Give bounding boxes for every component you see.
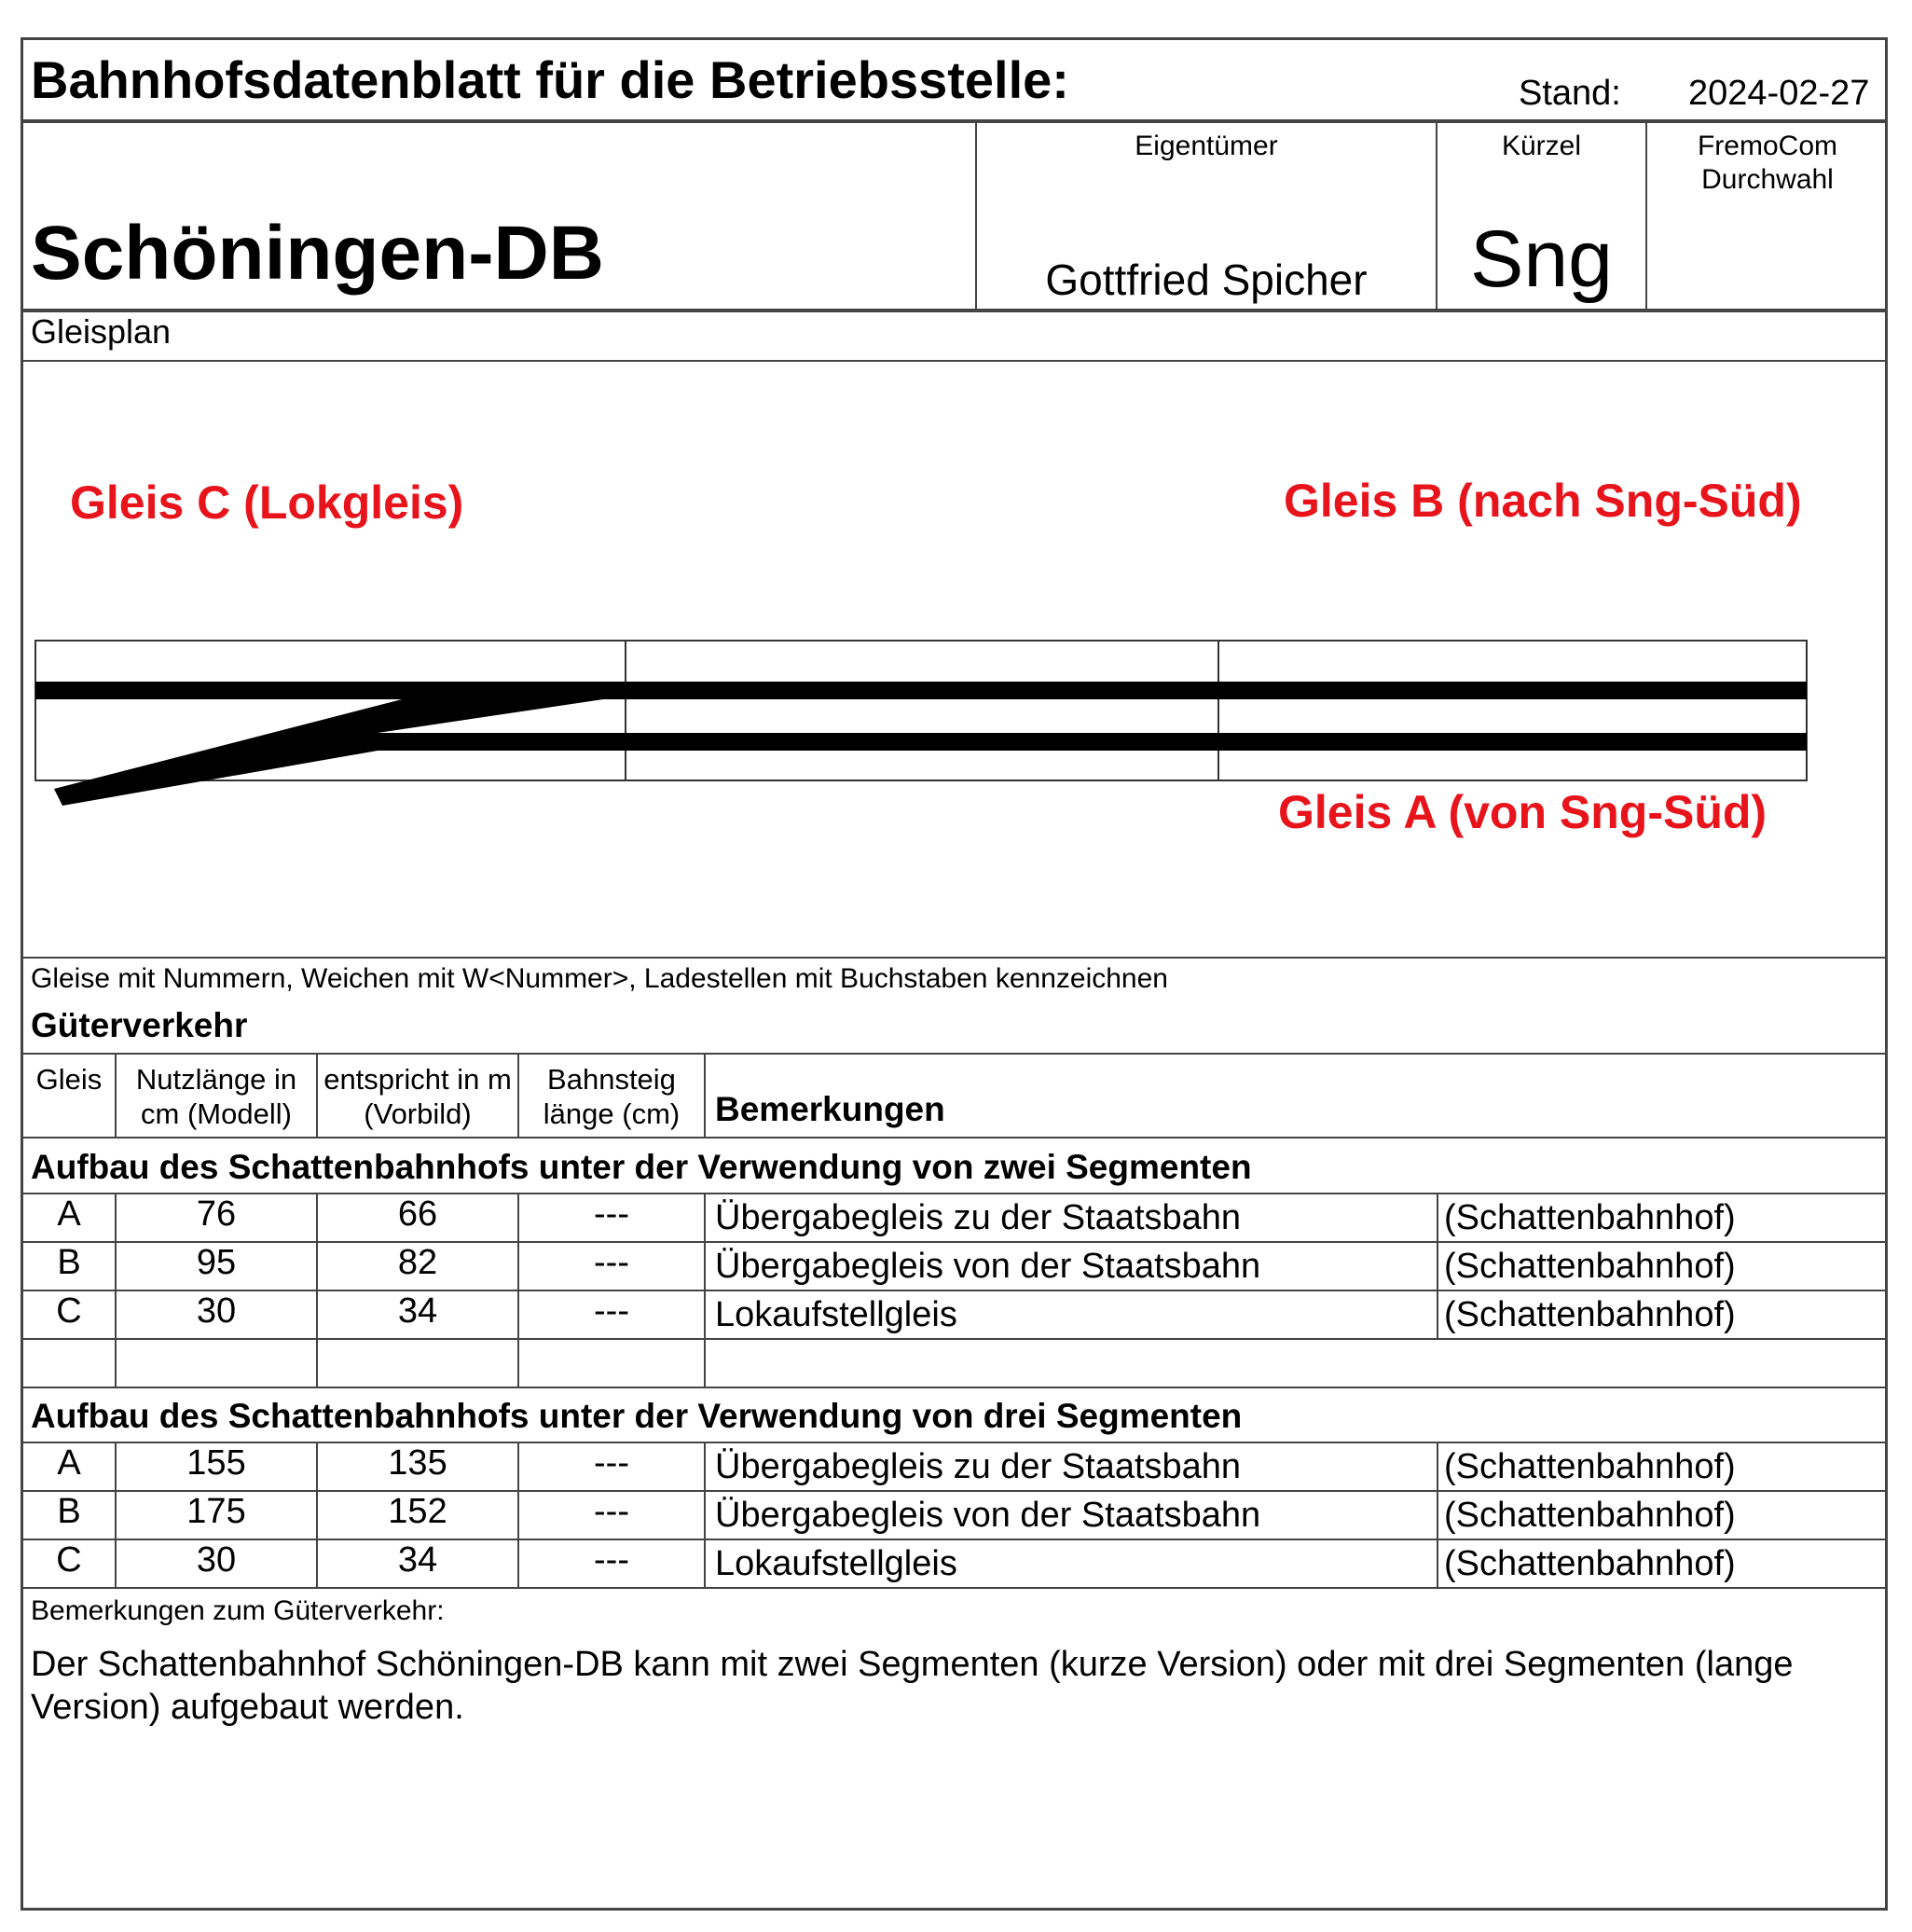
cell-platform: --- bbox=[594, 1492, 629, 1531]
cell-track: C bbox=[56, 1540, 82, 1580]
cell-note: (Schattenbahnhof) bbox=[1444, 1544, 1736, 1583]
divider bbox=[23, 1053, 1885, 1055]
freight-notes-label: Bemerkungen zum Güterverkehr: bbox=[31, 1595, 445, 1626]
cell-track: B bbox=[57, 1492, 81, 1531]
cell-remark: Übergabegleis zu der Staatsbahn bbox=[715, 1198, 1242, 1237]
cell-length-model: 175 bbox=[186, 1492, 246, 1531]
cell-length-prototype: 34 bbox=[397, 1291, 438, 1331]
cell-note: (Schattenbahnhof) bbox=[1444, 1496, 1736, 1535]
cell-track: A bbox=[57, 1443, 81, 1483]
cell-length-model: 95 bbox=[196, 1243, 237, 1282]
stand-label: Stand: bbox=[1519, 74, 1621, 113]
sheet-title: Bahnhofsdatenblatt für die Betriebsstelle: bbox=[31, 50, 1069, 109]
cell-platform: --- bbox=[594, 1243, 629, 1282]
cell-remark: Lokaufstellgleis bbox=[715, 1544, 957, 1583]
col-header-length-model: Nutzlänge in cm (Modell) bbox=[135, 1063, 297, 1130]
stand-date: 2024-02-27 bbox=[1688, 74, 1870, 113]
cell-length-prototype: 152 bbox=[388, 1492, 447, 1531]
track-b-line bbox=[35, 682, 1807, 699]
cell-remark: Lokaufstellgleis bbox=[715, 1295, 957, 1334]
cell-length-prototype: 82 bbox=[397, 1243, 438, 1282]
station-code: Sng bbox=[1469, 214, 1614, 304]
cell-length-prototype: 34 bbox=[397, 1540, 438, 1580]
col-divider bbox=[1437, 1194, 1438, 1338]
cell-remark: Übergabegleis zu der Staatsbahn bbox=[715, 1447, 1242, 1486]
cell-length-model: 155 bbox=[186, 1443, 246, 1483]
cell-note: (Schattenbahnhof) bbox=[1444, 1295, 1736, 1334]
section-three-segments-title: Aufbau des Schattenbahnhofs unter der Verwendung von drei Segmenten bbox=[31, 1397, 1243, 1435]
divider bbox=[23, 119, 1885, 123]
divider bbox=[23, 1137, 1885, 1138]
cell-length-prototype: 135 bbox=[388, 1443, 447, 1483]
col-header-platform: Bahnsteig länge (cm) bbox=[543, 1063, 681, 1130]
cell-length-prototype: 66 bbox=[397, 1194, 438, 1234]
divider bbox=[23, 1587, 1885, 1589]
col-divider bbox=[1437, 1442, 1438, 1587]
cell-length-model: 30 bbox=[196, 1540, 237, 1580]
cell-platform: --- bbox=[594, 1443, 629, 1483]
cell-platform: --- bbox=[594, 1291, 629, 1331]
cell-length-model: 30 bbox=[196, 1291, 237, 1331]
cell-note: (Schattenbahnhof) bbox=[1444, 1198, 1736, 1237]
track-a-label: Gleis A (von Sng-Süd) bbox=[1278, 786, 1768, 838]
freight-notes-text: Der Schattenbahnhof Schöningen-DB kann mit zwei Segmenten (kurze Version) oder mit drei Segmenten (lange Version) aufgebaut werden. bbox=[31, 1645, 1794, 1727]
cell-track: A bbox=[57, 1194, 81, 1234]
cell-note: (Schattenbahnhof) bbox=[1444, 1247, 1736, 1286]
divider bbox=[23, 957, 1885, 959]
data-sheet bbox=[21, 37, 1888, 1911]
station-name: Schöningen-DB bbox=[31, 211, 604, 296]
owner-name: Gottfried Spicher bbox=[1045, 255, 1368, 304]
track-plan-label: Gleisplan bbox=[31, 312, 172, 351]
divider bbox=[23, 309, 1885, 312]
track-a-line bbox=[378, 733, 1807, 751]
cell-track: B bbox=[57, 1243, 81, 1282]
track-plan-diagram bbox=[23, 362, 1885, 993]
owner-label: Eigentümer bbox=[1135, 131, 1278, 161]
divider bbox=[23, 1338, 1885, 1340]
divider bbox=[23, 1387, 1885, 1388]
track-c-label: Gleis C (Lokgleis) bbox=[70, 476, 464, 529]
col-header-remarks: Bemerkungen bbox=[715, 1090, 945, 1128]
col-divider bbox=[704, 1442, 706, 1587]
freight-heading: Güterverkehr bbox=[31, 1006, 248, 1044]
col-header-length-prototype: entspricht in m (Vorbild) bbox=[323, 1063, 512, 1130]
track-b-label: Gleis B (nach Sng-Süd) bbox=[1284, 475, 1802, 527]
cell-platform: --- bbox=[594, 1194, 629, 1234]
cell-length-model: 76 bbox=[196, 1194, 237, 1234]
section-two-segments-title: Aufbau des Schattenbahnhofs unter der Verwendung von zwei Segmenten bbox=[31, 1148, 1252, 1186]
col-header-track: Gleis bbox=[35, 1063, 103, 1096]
cell-remark: Übergabegleis von der Staatsbahn bbox=[715, 1247, 1261, 1286]
cell-remark: Übergabegleis von der Staatsbahn bbox=[715, 1496, 1261, 1535]
fremocom-label: FremoCom Durchwahl bbox=[1697, 131, 1837, 195]
code-label: Kürzel bbox=[1501, 131, 1582, 161]
cell-track: C bbox=[56, 1291, 82, 1331]
cell-note: (Schattenbahnhof) bbox=[1444, 1447, 1736, 1486]
labelling-hint: Gleise mit Nummern, Weichen mit W<Nummer>, Ladestellen mit Buchstaben kennzeichnen bbox=[31, 963, 1168, 994]
cell-platform: --- bbox=[594, 1540, 629, 1580]
col-divider bbox=[704, 1054, 706, 1138]
